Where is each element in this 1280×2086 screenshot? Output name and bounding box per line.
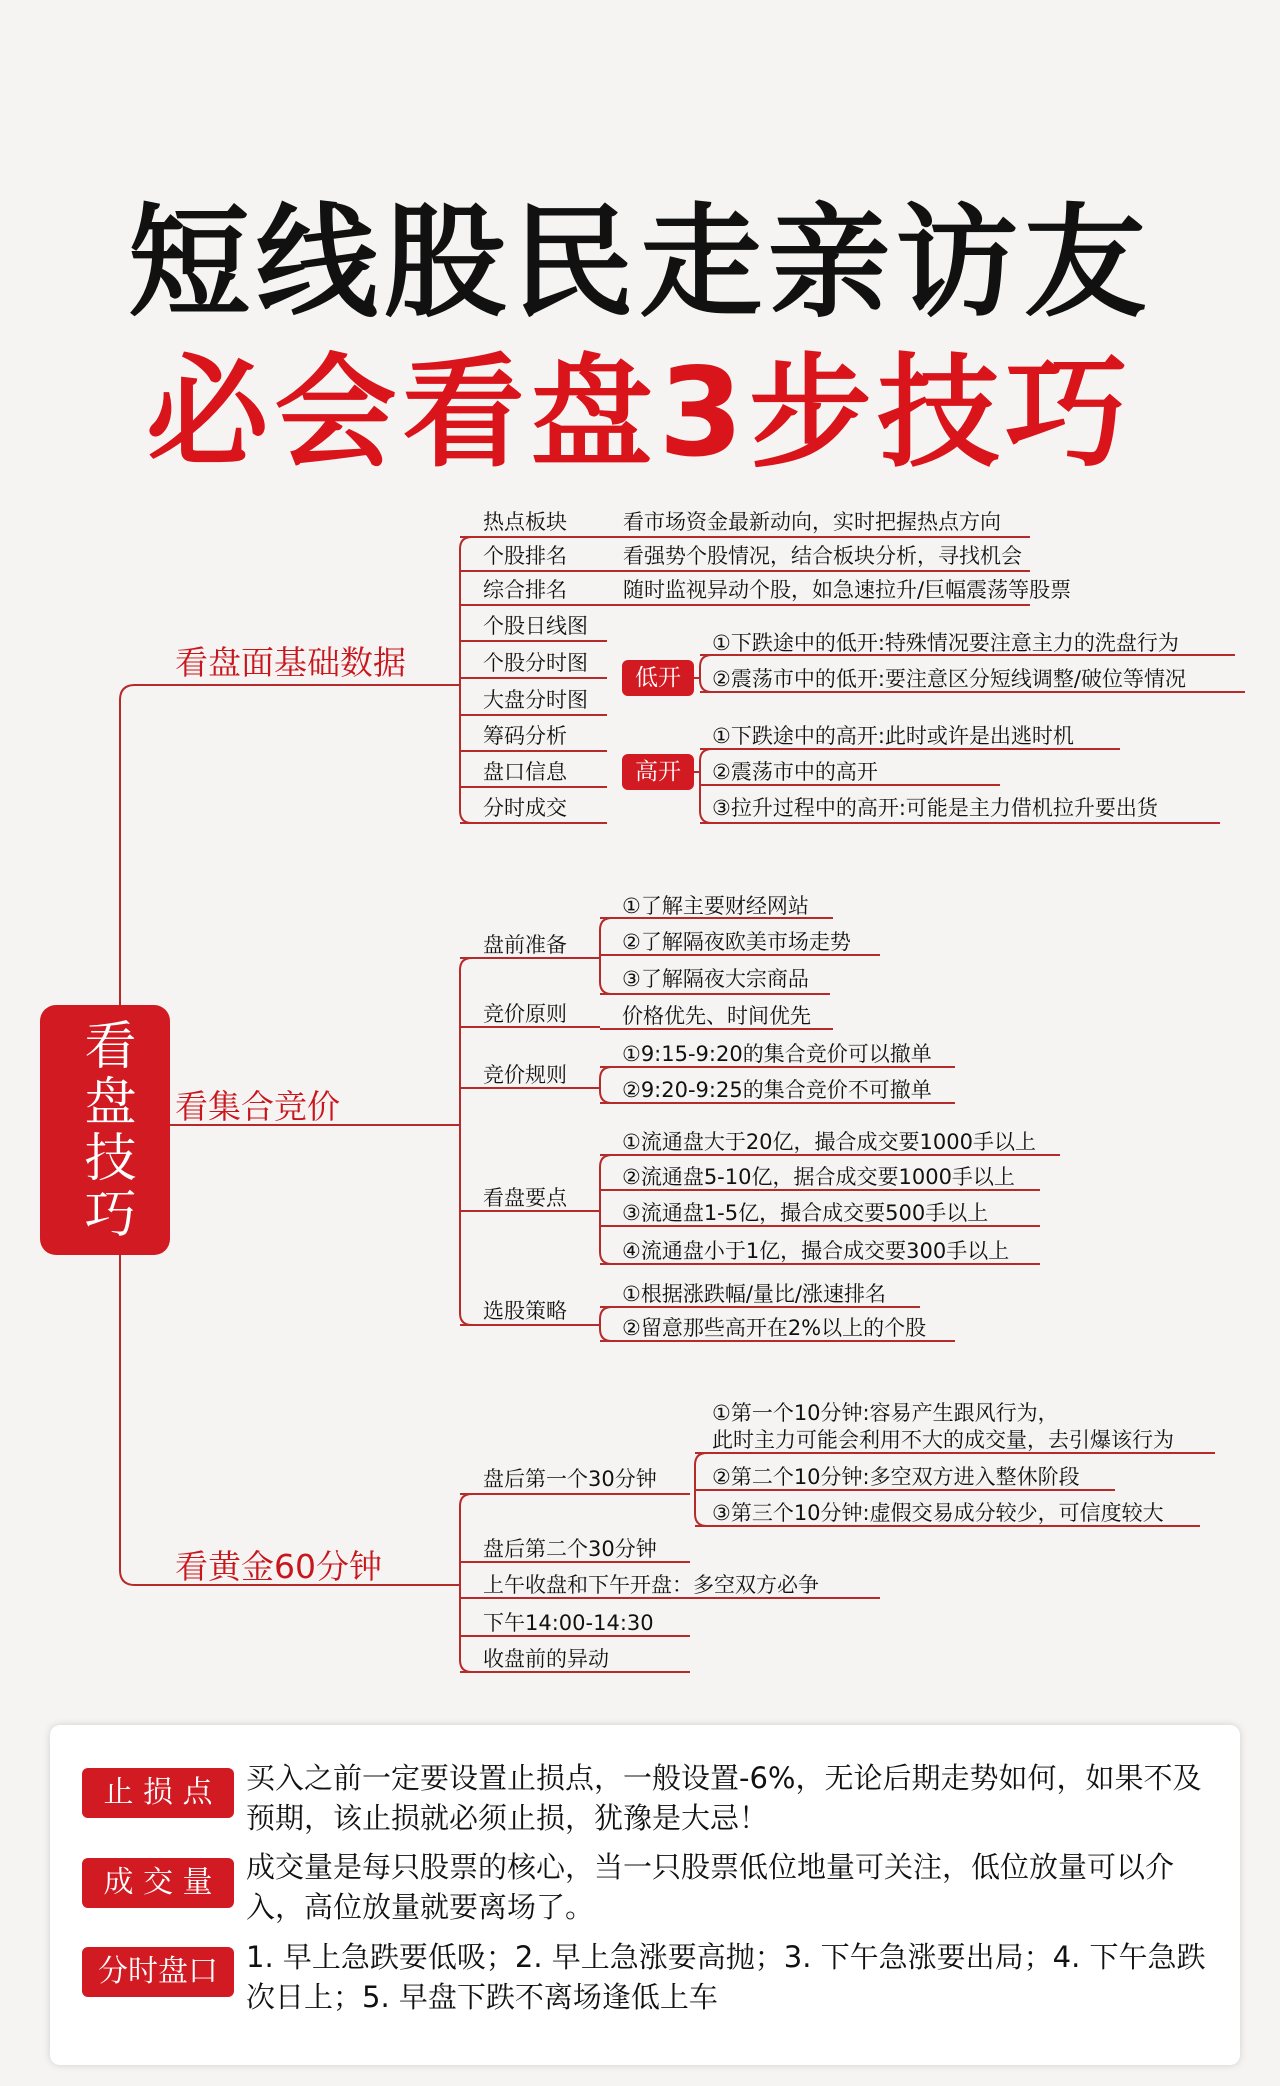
basic-item-name: 大盘分时图: [483, 688, 588, 712]
page-subtitle: 必会看盘3步技巧: [146, 342, 1134, 484]
auction-bracket: [460, 958, 472, 1325]
tip-text: 买入之前一定要设置止损点，一般设置-6%，无论后期走势如何，如果不及预期，该止损就必须止损，犹豫是大忌！: [246, 1761, 1202, 1835]
basic-item-desc: 看市场资金最新动向，实时把握热点方向: [623, 510, 1001, 534]
low-open-tag: 低开: [622, 660, 694, 696]
page-title: 短线股民走亲访友: [128, 192, 1152, 334]
tip-tag: 止 损 点: [82, 1768, 234, 1818]
golden-sub-item: ②第二个10分钟:多空双方进入整休阶段: [712, 1465, 1080, 1489]
golden-sub-item: ①第一个10分钟:容易产生跟风行为，: [712, 1401, 1059, 1425]
auction-group-name: 竞价规则: [483, 1063, 567, 1087]
tip-text: 成交量是每只股票的核心，当一只股票低位地量可关注，低位放量可以介入，高位放量就要离场了。: [246, 1850, 1175, 1924]
basic-bracket: [460, 537, 472, 823]
low-open-item: ②震荡市中的低开:要注意区分短线调整/破位等情况: [712, 667, 1186, 691]
auction-item: 价格优先、时间优先: [622, 1004, 811, 1028]
basic-item-name: 盘口信息: [483, 760, 567, 784]
auction-group-name: 竞价原则: [483, 1002, 567, 1026]
high-open-item: ①下跌途中的高开:此时或许是出逃时机: [712, 724, 1074, 748]
basic-item-name: 综合排名: [483, 578, 567, 602]
high-open-item: ②震荡市中的高开: [712, 760, 878, 784]
golden-sub-item: ③第三个10分钟:虚假交易成分较少，可信度较大: [712, 1501, 1164, 1525]
branch-basic-label: 看盘面基础数据: [175, 643, 406, 682]
auction-item: ②9:20-9:25的集合竞价不可撤单: [622, 1078, 932, 1102]
basic-item-name: 热点板块: [483, 510, 567, 534]
auction-group-name: 盘前准备: [483, 933, 567, 957]
strategy-bracket: [600, 1307, 612, 1341]
tip-tag: 分时盘口: [82, 1947, 234, 1997]
rules-bracket: [600, 1067, 612, 1103]
tips-panel: [50, 1725, 1240, 2065]
auction-item: ④流通盘小于1亿，撮合成交要300手以上: [622, 1239, 1010, 1263]
auction-item: ③流通盘1-5亿，撮合成交要500手以上: [622, 1201, 989, 1225]
auction-group-name: 看盘要点: [483, 1186, 567, 1210]
basic-item-name: 筹码分析: [483, 724, 567, 748]
auction-item: ①流通盘大于20亿，撮合成交要1000手以上: [622, 1130, 1036, 1154]
basic-item-name: 个股分时图: [483, 651, 588, 675]
root-node: 看盘技巧: [40, 1005, 170, 1255]
basic-item-name: 个股排名: [483, 544, 567, 568]
golden-item-name: 上午收盘和下午开盘：多空双方必争: [483, 1573, 819, 1597]
auction-item: ②留意那些高开在2%以上的个股: [622, 1316, 927, 1340]
low-open-bracket: [700, 655, 712, 692]
auction-group-name: 选股策略: [483, 1299, 567, 1323]
high-open-item: ③拉升过程中的高开:可能是主力借机拉升要出货: [712, 796, 1158, 820]
auction-item: ②了解隔夜欧美市场走势: [622, 930, 851, 954]
low-open-item: ①下跌途中的低开:特殊情况要注意主力的洗盘行为: [712, 631, 1179, 655]
branch-auction-label: 看集合竞价: [175, 1087, 340, 1126]
tip-text: 1. 早上急跌要低吸；2. 早上急涨要高抛；3. 下午急涨要出局；4. 下午急跌次日上；5. 早盘下跌不离场逢低上车: [246, 1940, 1206, 2014]
auction-item: ③了解隔夜大宗商品: [622, 967, 809, 991]
golden-item-name: 收盘前的异动: [483, 1647, 609, 1671]
auction-item: ②流通盘5-10亿，据合成交要1000手以上: [622, 1165, 1015, 1189]
golden-item-name: 盘后第一个30分钟: [483, 1467, 657, 1491]
auction-item: ①根据涨跌幅/量比/涨速排名: [622, 1282, 886, 1306]
trunk-to-golden: [120, 1255, 460, 1585]
tip-tag: 成 交 量: [82, 1858, 234, 1908]
branch-golden-label: 看黄金60分钟: [175, 1547, 382, 1586]
basic-item-desc: 随时监视异动个股，如急速拉升/巨幅震荡等股票: [623, 578, 1072, 602]
auction-item: ①9:15-9:20的集合竞价可以撤单: [622, 1042, 932, 1066]
golden-item-name: 下午14:00-14:30: [483, 1611, 654, 1635]
auction-item: ①了解主要财经网站: [622, 894, 809, 918]
points-bracket: [600, 1155, 612, 1264]
basic-item-name: 分时成交: [483, 796, 567, 820]
golden-sub-item: 此时主力可能会利用不大的成交量，去引爆该行为: [712, 1428, 1174, 1452]
golden-bracket: [460, 1494, 472, 1672]
basic-item-desc: 看强势个股情况，结合板块分析，寻找机会: [623, 544, 1022, 568]
trunk-to-basic: [120, 685, 460, 1005]
basic-item-name: 个股日线图: [483, 614, 588, 638]
high-open-tag: 高开: [622, 754, 694, 790]
golden-item-name: 盘后第二个30分钟: [483, 1537, 657, 1561]
